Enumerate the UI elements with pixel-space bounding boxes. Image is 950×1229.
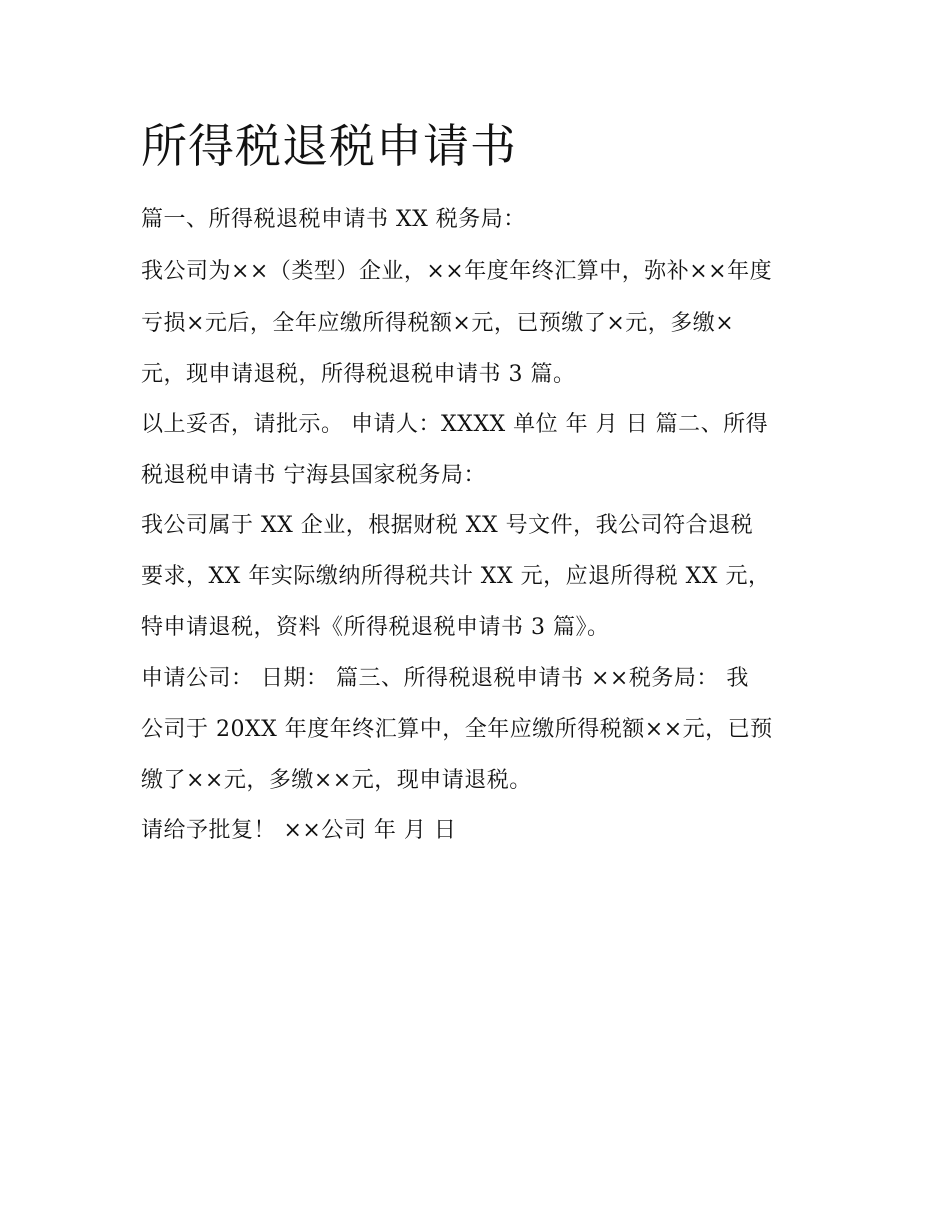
- text-line-12: 缴了××元，多缴××元，现申请退税。: [141, 768, 532, 793]
- text-line-13: 请给予批复！ ××公司 年 月 日: [141, 818, 457, 843]
- text-line-11: 公司于 20XX 年度年终汇算中，全年应缴所得税额××元，已预: [141, 717, 773, 742]
- text-line-7: 我公司属于 XX 企业，根据财税 XX 号文件，我公司符合退税: [141, 513, 754, 538]
- text-line-3: 亏损×元后，全年应缴所得税额×元，已预缴了×元，多缴×: [141, 311, 735, 336]
- text-line-5: 以上妥否，请批示。 申请人：XXXX 单位 年 月 日 篇二、所得: [141, 412, 769, 437]
- document-title: 所得税退税申请书: [141, 119, 517, 173]
- text-line-10: 申请公司： 日期： 篇三、所得税退税申请书 ××税务局： 我: [141, 666, 749, 691]
- text-line-1: 篇一、所得税退税申请书 XX 税务局：: [141, 207, 526, 232]
- text-line-8: 要求，XX 年实际缴纳所得税共计 XX 元，应退所得税 XX 元，: [141, 564, 771, 589]
- text-line-4: 元，现申请退税，所得税退税申请书 3 篇。: [141, 362, 576, 387]
- text-line-2: 我公司为××（类型）企业，××年度年终汇算中，弥补××年度: [141, 259, 773, 284]
- text-line-6: 税退税申请书 宁海县国家税务局：: [141, 463, 486, 488]
- text-line-9: 特申请退税，资料《所得税退税申请书 3 篇》。: [141, 615, 610, 640]
